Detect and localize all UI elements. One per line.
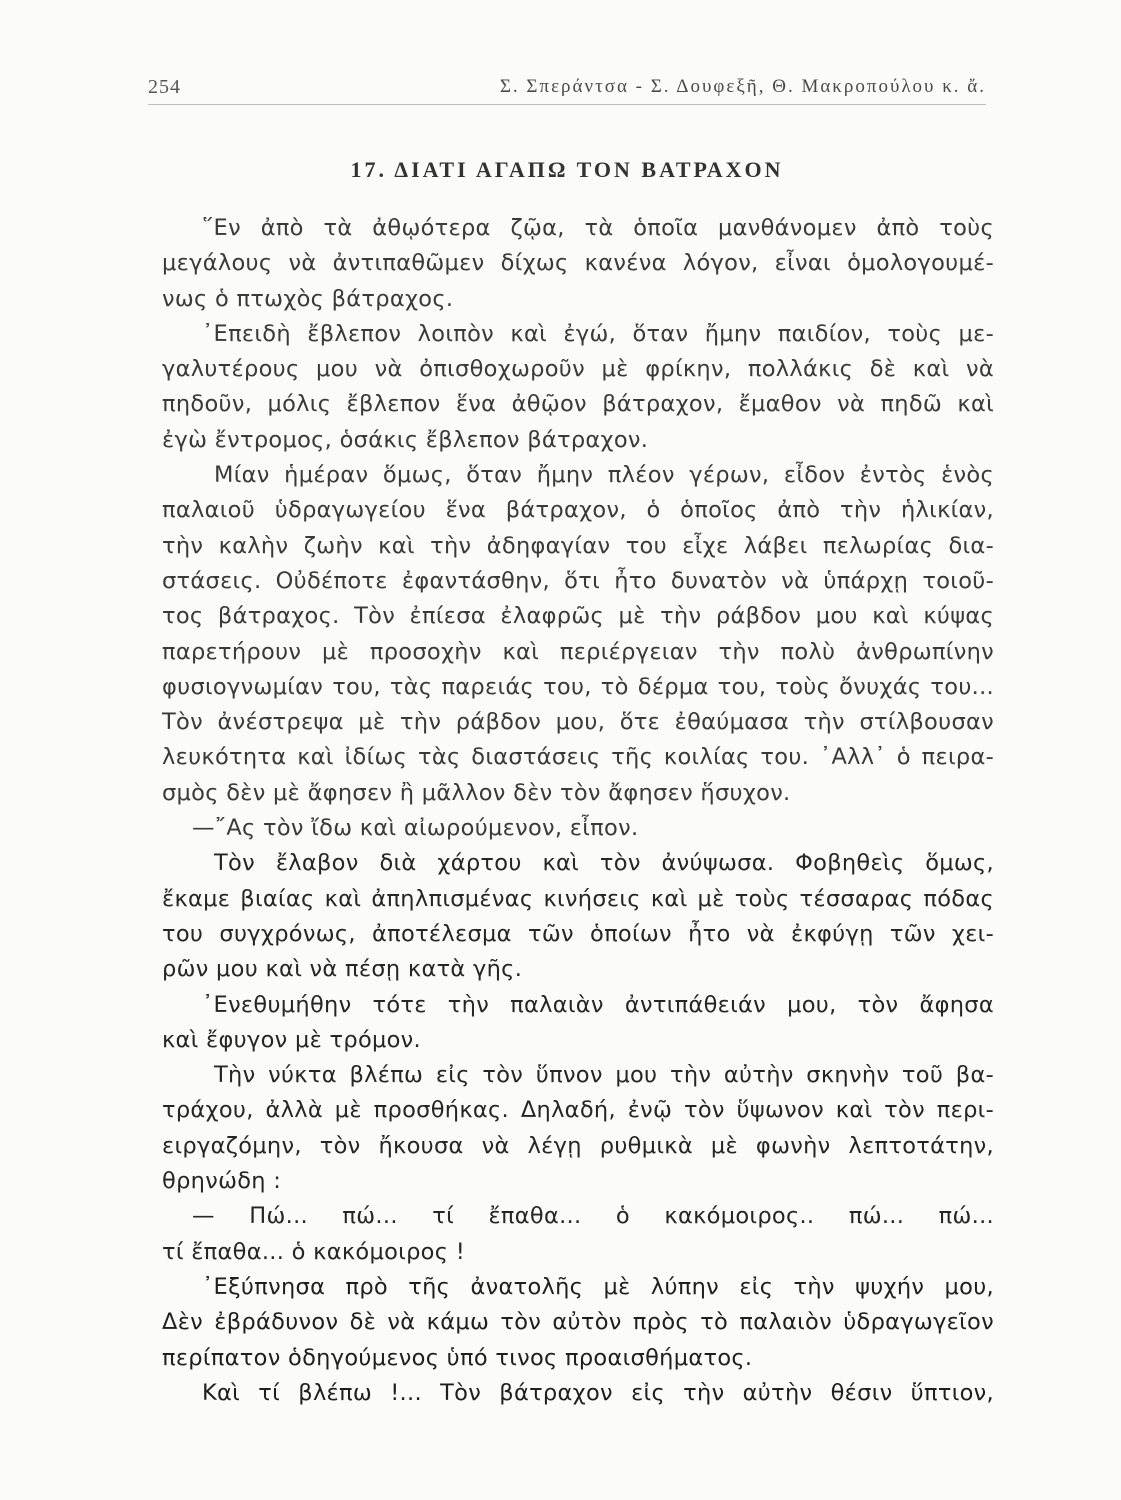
text-line: θρηνώδη : (162, 1168, 282, 1195)
text-line: τί ἔπαθα... ὁ κακόμοιρος ! (162, 1238, 466, 1265)
text-line: μεγάλους νὰ ἀντιπαθῶμεν δίχως κανένα λόγον, εἶναι ὁμολογουμέ- (162, 250, 994, 277)
text-line: ῞Εν ἀπὸ τὰ ἀθῳότερα ζῷα, τὰ ὁποῖα μανθάνομεν ἀπὸ τοὺς (202, 215, 994, 241)
text-line: Καὶ τί βλέπω !... Τὸν βάτραχον εἰς τὴν αὐτὴν θέσιν ὕπτιον, (202, 1379, 994, 1406)
text-line: ᾿Επειδὴ ἔβλεπον λοιπὸν καὶ ἐγώ, ὅταν ἤμην παιδίον, τοὺς με- (202, 320, 994, 347)
text-line: ἔκαμε βιαίας καὶ ἀπηλπισμένας κινήσεις καὶ μὲ τοὺς τέσσαρας πόδας (162, 885, 994, 912)
text-line: ᾿Ενεθυμήθην τότε τὴν παλαιὰν ἀντιπάθειάν μου, τὸν ἄφησα (202, 991, 994, 1018)
text-line: τος βάτραχος. Τὸν ἐπίεσα ἐλαφρῶς μὲ τὴν ράβδον μου καὶ κύψας (162, 603, 994, 630)
text-line: ειργαζόμην, τὸν ἤκουσα νὰ λέγῃ ρυθμικὰ μὲ φωνὴν λεπτοτάτην, (162, 1132, 994, 1159)
text-line: νως ὁ πτωχὸς βάτραχος. (162, 285, 454, 312)
text-line: παρετήρουν μὲ προσοχὴν καὶ περιέργειαν τὴν πολὺ ἀνθρωπίνην (162, 638, 994, 665)
text-line: ἐγὼ ἔντρομος, ὁσάκις ἔβλεπον βάτραχον. (162, 426, 649, 453)
text-line: τράχου, ἀλλὰ μὲ προσθήκας. Δηλαδή, ἐνῷ τὸν ὕψωνον καὶ τὸν περι- (162, 1097, 994, 1124)
text-line: περίπατον ὁδηγούμενος ὑπό τινος προαισθήματος. (162, 1344, 753, 1371)
text-line: του συγχρόνως, ἀποτέλεσμα τῶν ὁποίων ἦτο νὰ ἐκφύγῃ τῶν χει- (162, 920, 994, 947)
page-number: 254 (148, 76, 181, 98)
text-line: γαλυτέρους μου νὰ ὀπισθοχωροῦν μὲ φρίκην, πολλάκις δὲ καὶ νὰ (162, 356, 994, 383)
text-line: λευκότητα καὶ ἰδίως τὰς διαστάσεις τῆς κοιλίας του. ᾿Αλλ᾿ ὁ πειρα- (162, 744, 994, 771)
text-line: στάσεις. Οὐδέποτε ἐφαντάσθην, ὅτι ἦτο δυνατὸν νὰ ὑπάρχῃ τοιοῦ- (162, 567, 994, 594)
text-line: σμὸς δὲν μὲ ἄφησεν ἢ μᾶλλον δὲν τὸν ἄφησεν ἥσυχον. (162, 779, 791, 806)
text-line: Τὸν ἔλαβον διὰ χάρτου καὶ τὸν ἀνύψωσα. Φοβηθεὶς ὅμως, (214, 850, 994, 877)
text-line: — Πώ... πώ... τί ἔπαθα... ὁ κακόμοιρος.. πώ... πώ... (192, 1203, 994, 1230)
text-line: παλαιοῦ ὑδραγωγείου ἕνα βάτραχον, ὁ ὁποῖος ἀπὸ τὴν ἡλικίαν, (162, 497, 994, 524)
text-line: Μίαν ἡμέραν ὅμως, ὅταν ἤμην πλέον γέρων, εἶδον ἐντὸς ἑνὸς (214, 462, 994, 489)
chapter-title: 17. ΔΙΑΤΙ ΑΓΑΠΩ ΤΟΝ ΒΑΤΡΑΧΟΝ (350, 157, 784, 182)
running-header-authors: Σ. Σπεράντσα - Σ. Δουφεξῆ, Θ. Μακροπούλου κ. ἄ. (499, 76, 986, 97)
text-line: ᾿Εξύπνησα πρὸ τῆς ἀνατολῆς μὲ λύπην εἰς τὴν ψυχήν μου, (202, 1273, 994, 1300)
text-line: τὴν καλὴν ζωὴν καὶ τὴν ἀδηφαγίαν του εἶχε λάβει πελωρίας δια- (162, 532, 994, 559)
chapter-body (162, 211, 994, 1411)
text-line: φυσιογνωμίαν του, τὰς παρειάς του, τὸ δέρμα του, τοὺς ὄνυχάς του... (162, 673, 994, 700)
text-line: —῎Ας τὸν ἴδω καὶ αἰωρούμενον, εἶπον. (192, 815, 639, 842)
text-line: ρῶν μου καὶ νὰ πέσῃ κατὰ γῆς. (162, 956, 523, 983)
text-line: Τὸν ἀνέστρεψα μὲ τὴν ράβδον μου, ὅτε ἐθαύμασα τὴν στίλβουσαν (162, 709, 994, 736)
text-line: καὶ ἔφυγον μὲ τρόμον. (162, 1026, 422, 1053)
text-line: πηδοῦν, μόλις ἔβλεπον ἕνα ἀθῷον βάτραχον, ἔμαθον νὰ πηδῶ καὶ (162, 391, 994, 418)
text-line: Δὲν ἐβράδυνον δὲ νὰ κάμω τὸν αὐτὸν πρὸς τὸ παλαιὸν ὑδραγωγεῖον (162, 1309, 994, 1336)
running-header (148, 70, 986, 105)
text-line: Τὴν νύκτα βλέπω εἰς τὸν ὕπνον μου τὴν αὐτὴν σκηνὴν τοῦ βα- (214, 1062, 994, 1089)
